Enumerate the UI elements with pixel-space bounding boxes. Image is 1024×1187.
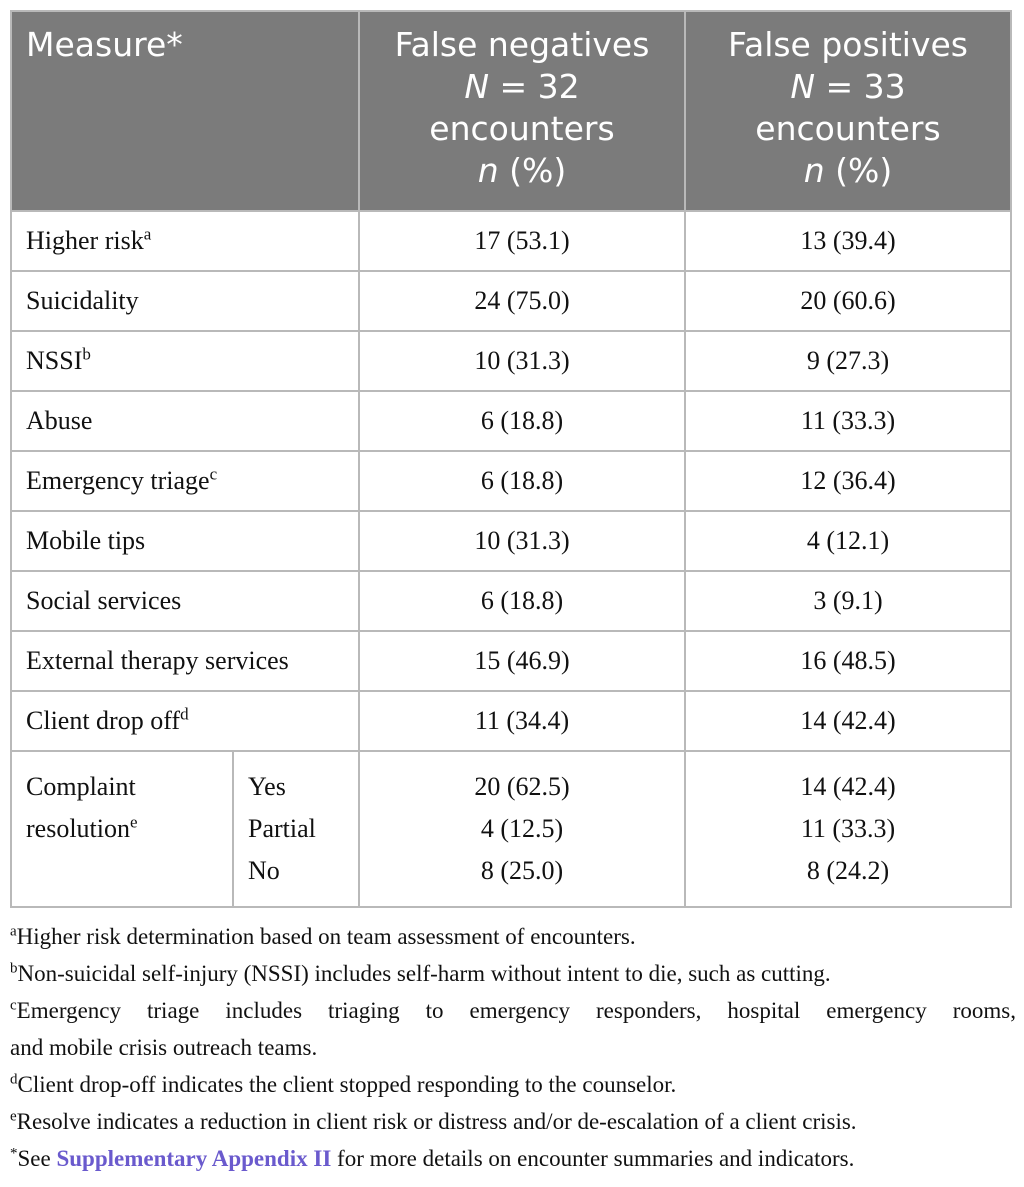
header-fp-n-value: = 33 [825,67,906,106]
header-fp-pct: (%) [835,151,893,190]
header-fn-unit: encounters [429,109,615,148]
footnote-star: *See Supplementary Appendix II for more details on encounter summaries and indicators. [10,1145,855,1171]
table-row [11,331,1011,391]
supplementary-appendix-link[interactable]: Supplementary Appendix II [56,1146,332,1171]
sublabel-yes: Yes [248,772,286,801]
cell-false-positives: 11 (33.3) [685,391,1011,451]
header-fn-title: False negatives [394,25,650,64]
cell-false-positives: 20 (60.6) [685,271,1011,331]
table-row [11,511,1011,571]
cell-false-negatives: 11 (34.4) [359,691,685,751]
row-label-complaint-resolution: Complaint resolution$^e$ [11,751,233,907]
table-row [11,451,1011,511]
row-label: Higher risk$^a$ [11,211,359,271]
header-fp-n-small: n [803,151,825,190]
row-label: Client drop off$^d$ [11,691,359,751]
header-false-negatives [359,11,685,211]
header-fn-n-small: n [477,151,499,190]
cell-false-negatives-complaint: 20 (62.5) 4 (12.5) 8 (25.0) [359,751,685,907]
cell-false-positives-complaint: 14 (42.4) 11 (33.3) 8 (24.2) [685,751,1011,907]
results-table [10,10,1012,908]
footnote-c-line1: $^c$Emergency triage includes triaging to emergency responders, hospital emergency rooms, [10,997,1016,1023]
table-row-complaint-resolution [11,751,1011,907]
header-fn-pct: (%) [509,151,567,190]
footnote-c-line2: and mobile crisis outreach teams. [10,1035,318,1060]
row-label: NSSI$^b$ [11,331,359,391]
cell-false-negatives: 10 (31.3) [359,331,685,391]
table-row [11,571,1011,631]
cell-false-positives: 9 (27.3) [685,331,1011,391]
row-label: External therapy services [11,631,359,691]
table-row [11,211,1011,271]
header-fp-title: False positives [728,25,968,64]
cell-false-negatives: 6 (18.8) [359,391,685,451]
cell-false-negatives: 10 (31.3) [359,511,685,571]
header-measure: Measure* [11,11,359,211]
table-row [11,691,1011,751]
row-label: Suicidality [11,271,359,331]
header-fn-n-label: N [464,67,490,106]
row-label: Social services [11,571,359,631]
cell-false-positives: 4 (12.1) [685,511,1011,571]
cell-false-negatives: 24 (75.0) [359,271,685,331]
cell-false-positives: 3 (9.1) [685,571,1011,631]
footnote-a: $^a$Higher risk determination based on team assessment of encounters. [10,923,636,949]
header-fp-n-label: N [790,67,816,106]
cell-false-negatives: 6 (18.8) [359,451,685,511]
cell-false-positives: 14 (42.4) [685,691,1011,751]
sublabel-no: No [248,856,280,885]
header-fn-n-value: = 32 [499,67,580,106]
table-footnotes [10,918,1016,1177]
results-table-container [10,10,1012,908]
table-row [11,271,1011,331]
footnote-d: $^d$Client drop-off indicates the client stopped responding to the counselor. [10,1071,677,1097]
cell-false-positives: 16 (48.5) [685,631,1011,691]
row-label: Abuse [11,391,359,451]
footnote-b: $^b$Non-suicidal self-injury (NSSI) includes self-harm without intent to die, such as cutting. [10,960,831,986]
cell-false-negatives: 6 (18.8) [359,571,685,631]
footnote-e: $^e$Resolve indicates a reduction in client risk or distress and/or de-escalation of a client crisis. [10,1108,857,1134]
row-label: Mobile tips [11,511,359,571]
complaint-sublabels [233,751,359,907]
header-false-positives [685,11,1011,211]
cell-false-positives: 12 (36.4) [685,451,1011,511]
cell-false-negatives: 15 (46.9) [359,631,685,691]
cell-false-positives: 13 (39.4) [685,211,1011,271]
row-label: Emergency triage$^c$ [11,451,359,511]
sublabel-partial: Partial [248,814,316,843]
table-row [11,391,1011,451]
table-header-row [11,11,1011,211]
cell-false-negatives: 17 (53.1) [359,211,685,271]
header-fp-unit: encounters [755,109,941,148]
table-row [11,631,1011,691]
